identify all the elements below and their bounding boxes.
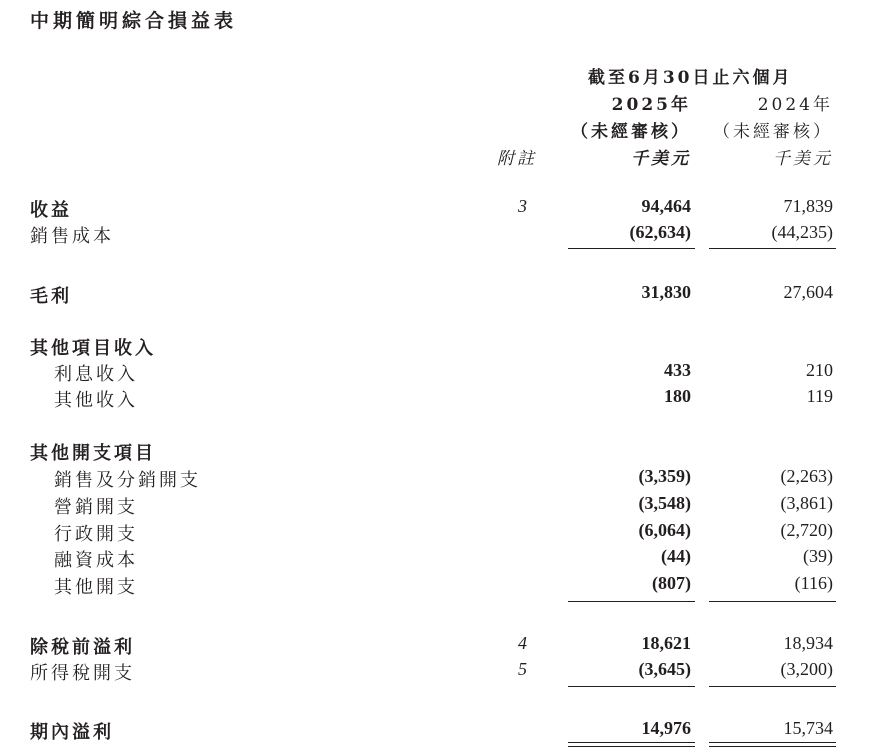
row-prior-finance-costs: (39) (803, 546, 833, 566)
row-label-profit-for-period: 期內溢利 (30, 722, 114, 743)
row-label-cost-of-sales: 銷售成本 (30, 226, 114, 247)
section-other-expense-items: 其他開支項目 (30, 443, 156, 464)
row-note-revenue: 3 (518, 196, 527, 216)
row-current-other-expenses: (807) (652, 573, 691, 593)
row-current-revenue: 94,464 (641, 196, 691, 216)
row-current-cost-of-sales: (62,634) (629, 222, 691, 242)
unit-prior-header: 千美元 (773, 149, 833, 169)
row-prior-administrative: (2,720) (780, 520, 833, 540)
row-label-income-tax: 所得稅開支 (30, 663, 135, 684)
row-current-profit-before-tax: 18,621 (641, 633, 691, 653)
row-label-other-income: 其他收入 (54, 390, 138, 411)
row-note-profit-before-tax: 4 (518, 633, 527, 653)
row-label-revenue: 收益 (30, 200, 72, 221)
row-prior-other-expenses: (116) (794, 573, 833, 593)
total-double-rule-top (709, 742, 836, 743)
year-current-header: 2025年 (611, 95, 691, 115)
row-current-gross-profit: 31,830 (641, 282, 691, 302)
row-prior-cost-of-sales: (44,235) (771, 222, 833, 242)
row-current-marketing: (3,548) (638, 493, 691, 513)
unit-current-header: 千美元 (631, 149, 691, 169)
row-current-profit-for-period: 14,976 (641, 718, 691, 738)
row-label-finance-costs: 融資成本 (54, 550, 138, 571)
row-current-interest-income: 433 (664, 360, 691, 380)
subtotal-rule (709, 248, 836, 249)
statement-title: 中期簡明綜合損益表 (30, 10, 238, 32)
row-prior-revenue: 71,839 (783, 196, 833, 216)
subtotal-rule (568, 601, 695, 602)
period-header: 截至6月30日止六個月 (588, 68, 793, 88)
row-prior-gross-profit: 27,604 (783, 282, 833, 302)
row-label-marketing: 營銷開支 (54, 497, 138, 518)
audit-prior-header: （未經審核） (713, 122, 833, 142)
subtotal-rule (568, 248, 695, 249)
total-double-rule-bottom (709, 746, 836, 747)
year-prior-header: 2024年 (757, 95, 833, 115)
row-label-selling-distribution: 銷售及分銷開支 (54, 470, 201, 491)
notes-header: 附註 (497, 149, 537, 169)
subtotal-rule (709, 601, 836, 602)
row-label-administrative: 行政開支 (54, 524, 138, 545)
audit-current-header: （未經審核） (571, 122, 691, 142)
row-prior-profit-for-period: 15,734 (783, 718, 833, 738)
row-prior-income-tax: (3,200) (780, 659, 833, 679)
row-label-interest-income: 利息收入 (54, 364, 138, 385)
row-prior-selling-distribution: (2,263) (780, 466, 833, 486)
row-current-income-tax: (3,645) (638, 659, 691, 679)
row-current-other-income: 180 (664, 386, 691, 406)
row-current-selling-distribution: (3,359) (638, 466, 691, 486)
section-other-income-items: 其他項目收入 (30, 338, 156, 359)
row-prior-other-income: 119 (806, 386, 833, 406)
row-label-other-expenses: 其他開支 (54, 577, 138, 598)
total-double-rule-bottom (568, 746, 695, 747)
row-prior-marketing: (3,861) (780, 493, 833, 513)
subtotal-rule (568, 686, 695, 687)
subtotal-rule (709, 686, 836, 687)
row-prior-profit-before-tax: 18,934 (783, 633, 833, 653)
total-double-rule-top (568, 742, 695, 743)
row-current-finance-costs: (44) (661, 546, 691, 566)
row-current-administrative: (6,064) (638, 520, 691, 540)
row-label-gross-profit: 毛利 (30, 286, 72, 307)
row-label-profit-before-tax: 除稅前溢利 (30, 637, 135, 658)
row-note-income-tax: 5 (518, 659, 527, 679)
row-prior-interest-income: 210 (806, 360, 833, 380)
